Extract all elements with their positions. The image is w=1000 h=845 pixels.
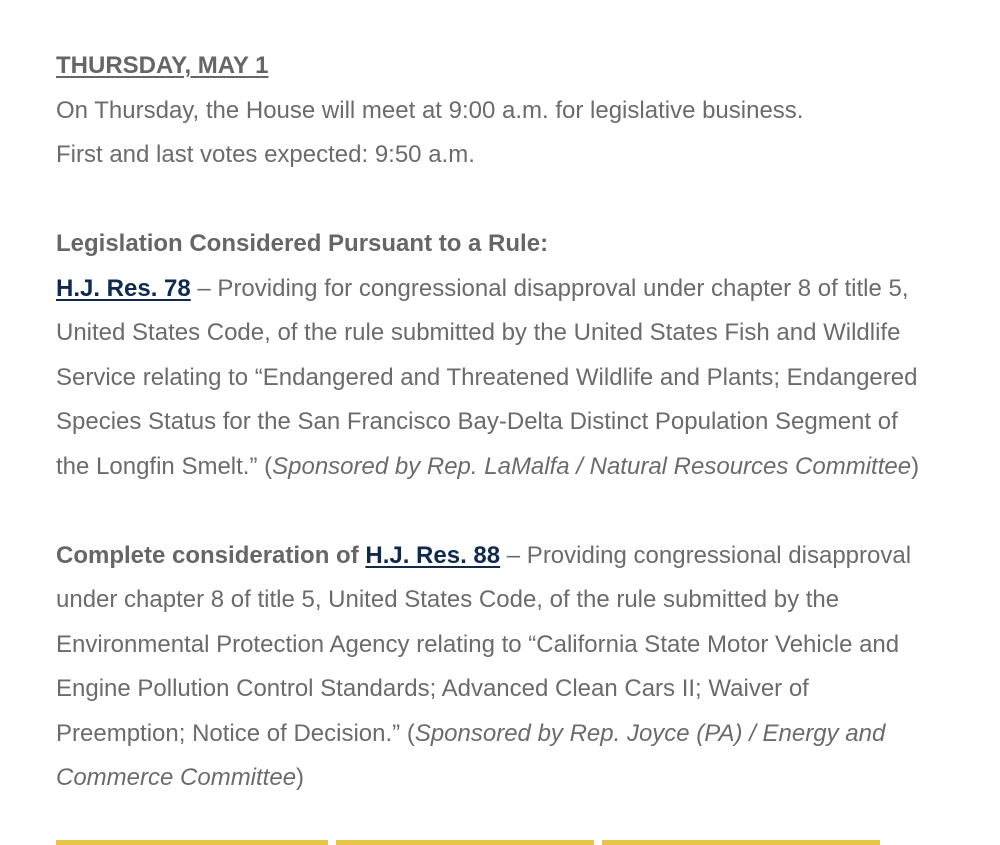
bill-description-hjres78: – Providing for congressional disapproval under chapter 8 of title 5, United States Code, of the rule submitted by the United States Fish and Wildlife Service relating to “Endangered and Threatened Wildlife and Plants; Endangered Species Status for the San Francisco Bay-Delta Distinct Population Segment of the Longfin Smelt.” ( xyxy=(56,274,918,480)
close-paren: ) xyxy=(296,764,305,791)
sponsor-hjres88: Sponsored by Rep. Joyce (PA) / Energy and Commerce Committee xyxy=(56,719,886,791)
section-heading-rule: Legislation Considered Pursuant to a Rule: xyxy=(56,230,549,257)
schedule-content xyxy=(56,44,936,801)
accent-bar xyxy=(56,840,328,845)
intro-line-1: On Thursday, the House will meet at 9:00 a.m. for legislative business. xyxy=(56,96,804,124)
footer-accent-bars xyxy=(56,840,936,845)
spacer xyxy=(56,178,936,223)
sponsor-hjres78: Sponsored by Rep. LaMalfa / Natural Resources Committee xyxy=(272,452,912,480)
intro-line-2: First and last votes expected: 9:50 a.m. xyxy=(56,141,475,168)
bill-entry-hjres88 xyxy=(56,534,936,801)
close-paren: ) xyxy=(911,452,920,480)
spacer xyxy=(56,489,936,534)
bill-link-hjres88[interactable]: H.J. Res. 88 xyxy=(365,541,501,569)
bill-entry-hjres78 xyxy=(56,267,936,490)
bill-description-hjres88: – Providing congressional disapproval under chapter 8 of title 5, United States Code, of the rule submitted by the Environmental Protection Agency relating to “California State Motor Vehicle and Engine Pollution Control Standards; Advanced Clean Cars II; Waiver of Preemption; Notice of Decision.” ( xyxy=(56,541,912,747)
day-heading: THURSDAY, MAY 1 xyxy=(56,52,269,79)
bill-link-hjres78[interactable]: H.J. Res. 78 xyxy=(56,274,191,302)
complete-consideration-label: Complete consideration of xyxy=(56,541,366,569)
accent-bar xyxy=(336,840,594,845)
accent-bar xyxy=(602,840,880,845)
